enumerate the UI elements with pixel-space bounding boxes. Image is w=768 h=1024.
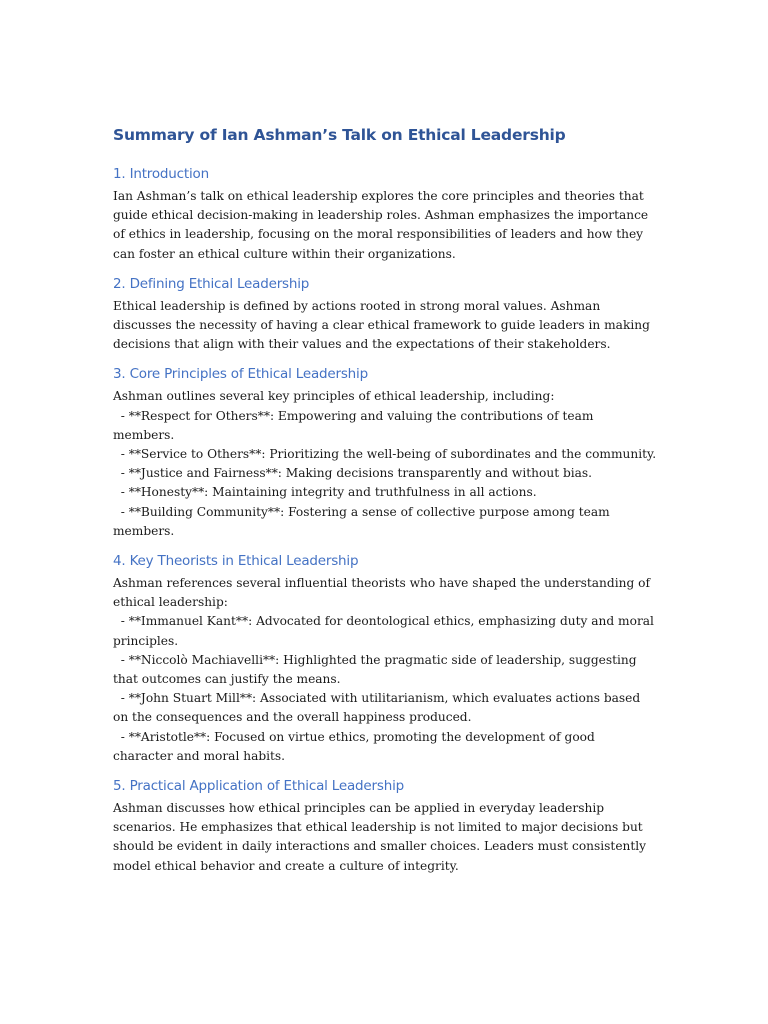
section-heading: 3. Core Principles of Ethical Leadership [113, 366, 368, 383]
section-paragraph: Ethical leadership is defined by actions rooted in strong moral values. Ashman discusses the necessity of having a clear ethical framework to guide leaders in making decisions that align with their values and the expectations of their stakeholders. [113, 298, 650, 352]
section-paragraph: Ashman outlines several key principles of ethical leadership, including: [113, 389, 555, 404]
section-practical-application [113, 776, 658, 876]
list-item: - **Honesty**: Maintaining integrity and truthfulness in all actions. [113, 485, 537, 500]
section-introduction [113, 164, 658, 264]
principles-list [113, 407, 658, 541]
document-title: Summary of Ian Ashman’s Talk on Ethical Leadership [113, 126, 566, 144]
section-core-principles [113, 364, 658, 541]
list-item: - **Aristotle**: Focused on virtue ethics, promoting the development of good character and moral habits. [113, 729, 599, 763]
section-defining-ethical-leadership [113, 274, 658, 355]
list-item: - **Respect for Others**: Empowering and valuing the contributions of team members. [113, 408, 598, 442]
section-paragraph: Ashman references several influential theorists who have shaped the understanding of ethical leadership: [113, 576, 650, 610]
section-paragraph: Ian Ashman’s talk on ethical leadership explores the core principles and theories that guide ethical decision-making in leadership roles. Ashman emphasizes the importance of ethics in leadership, focusing on the moral responsibilities of leaders and how they can foster an ethical culture within their organizations. [113, 189, 649, 261]
section-heading: 1. Introduction [113, 166, 209, 182]
list-item: - **Service to Others**: Prioritizing the well-being of subordinates and the community. [113, 447, 657, 462]
document-content [113, 124, 658, 886]
section-paragraph: Ashman discusses how ethical principles can be applied in everyday leadership scenarios. He emphasizes that ethical leadership is not limited to major decisions but should be evident in daily interactions and smaller choices. Leaders must consistently model ethical behavior and create a culture of integrity. [113, 801, 647, 873]
list-item: - **Building Community**: Fostering a sense of collective purpose among team members. [113, 504, 614, 538]
list-item: - **Niccolò Machiavelli**: Highlighted the pragmatic side of leadership, suggesting that outcomes can justify the means. [113, 652, 641, 687]
list-item: - **John Stuart Mill**: Associated with utilitarianism, which evaluates actions based on the consequences and the overall happiness produced. [113, 691, 645, 725]
list-item: - **Immanuel Kant**: Advocated for deontological ethics, emphasizing duty and moral principles. [113, 614, 658, 648]
theorists-list [113, 612, 658, 766]
section-heading: 4. Key Theorists in Ethical Leadership [113, 553, 359, 570]
section-key-theorists [113, 551, 658, 766]
section-heading: 5. Practical Application of Ethical Leadership [113, 778, 404, 795]
section-heading: 2. Defining Ethical Leadership [113, 275, 310, 292]
list-item: - **Justice and Fairness**: Making decisions transparently and without bias. [113, 466, 593, 481]
